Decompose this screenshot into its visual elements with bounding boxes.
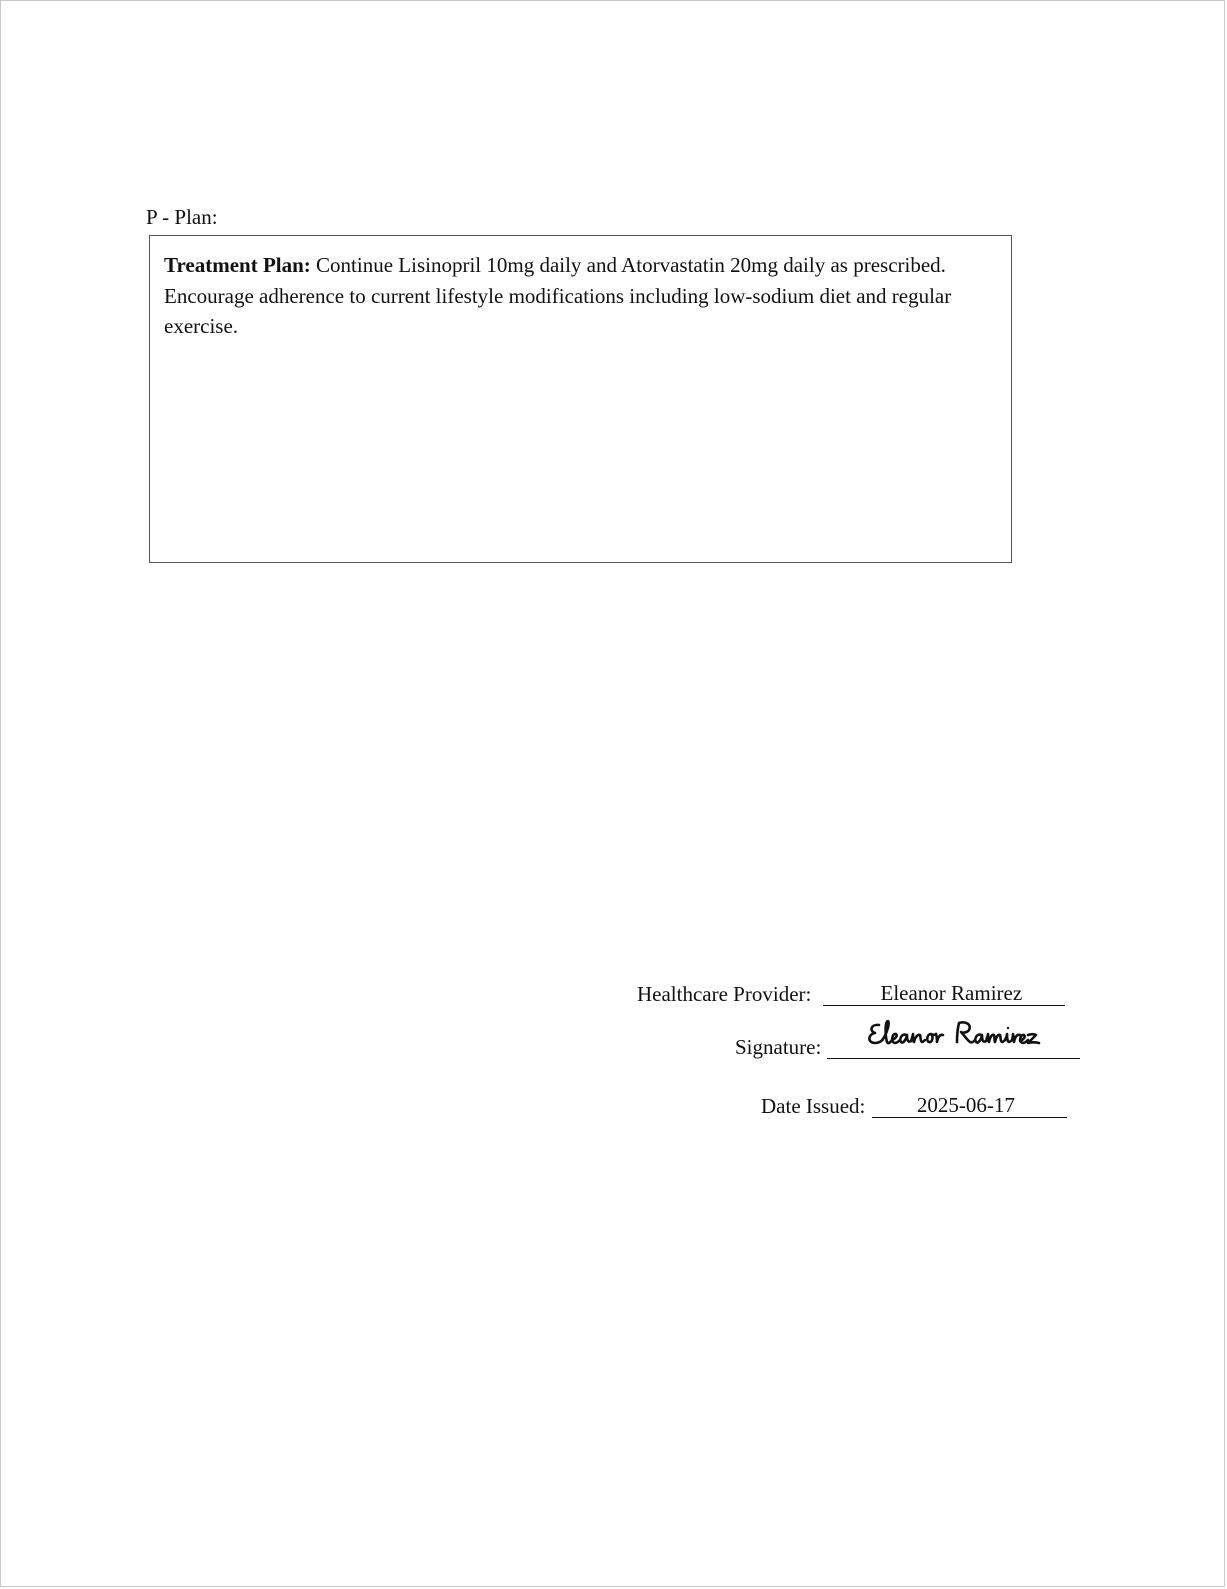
signature-row (735, 1021, 1080, 1059)
signature-label: Signature: (735, 1035, 822, 1059)
treatment-plan-text: Continue Lisinopril 10mg daily and Atorvastatin 20mg daily as prescribed. Encourage adherence to current lifestyle modifications including low-sodium diet and regular exercise. (164, 253, 952, 338)
handwritten-signature (865, 1015, 1045, 1055)
date-label: Date Issued: (761, 1094, 866, 1118)
plan-heading: P - Plan: (146, 205, 218, 229)
treatment-plan-label: Treatment Plan: (164, 253, 311, 277)
provider-name-field: Eleanor Ramirez (823, 981, 1065, 1006)
date-field: 2025-06-17 (872, 1093, 1067, 1118)
signature-field (827, 1021, 1080, 1059)
provider-label: Healthcare Provider: (637, 982, 812, 1006)
provider-row (637, 981, 1065, 1006)
treatment-plan-box (149, 235, 1012, 563)
date-row (761, 1093, 1067, 1118)
